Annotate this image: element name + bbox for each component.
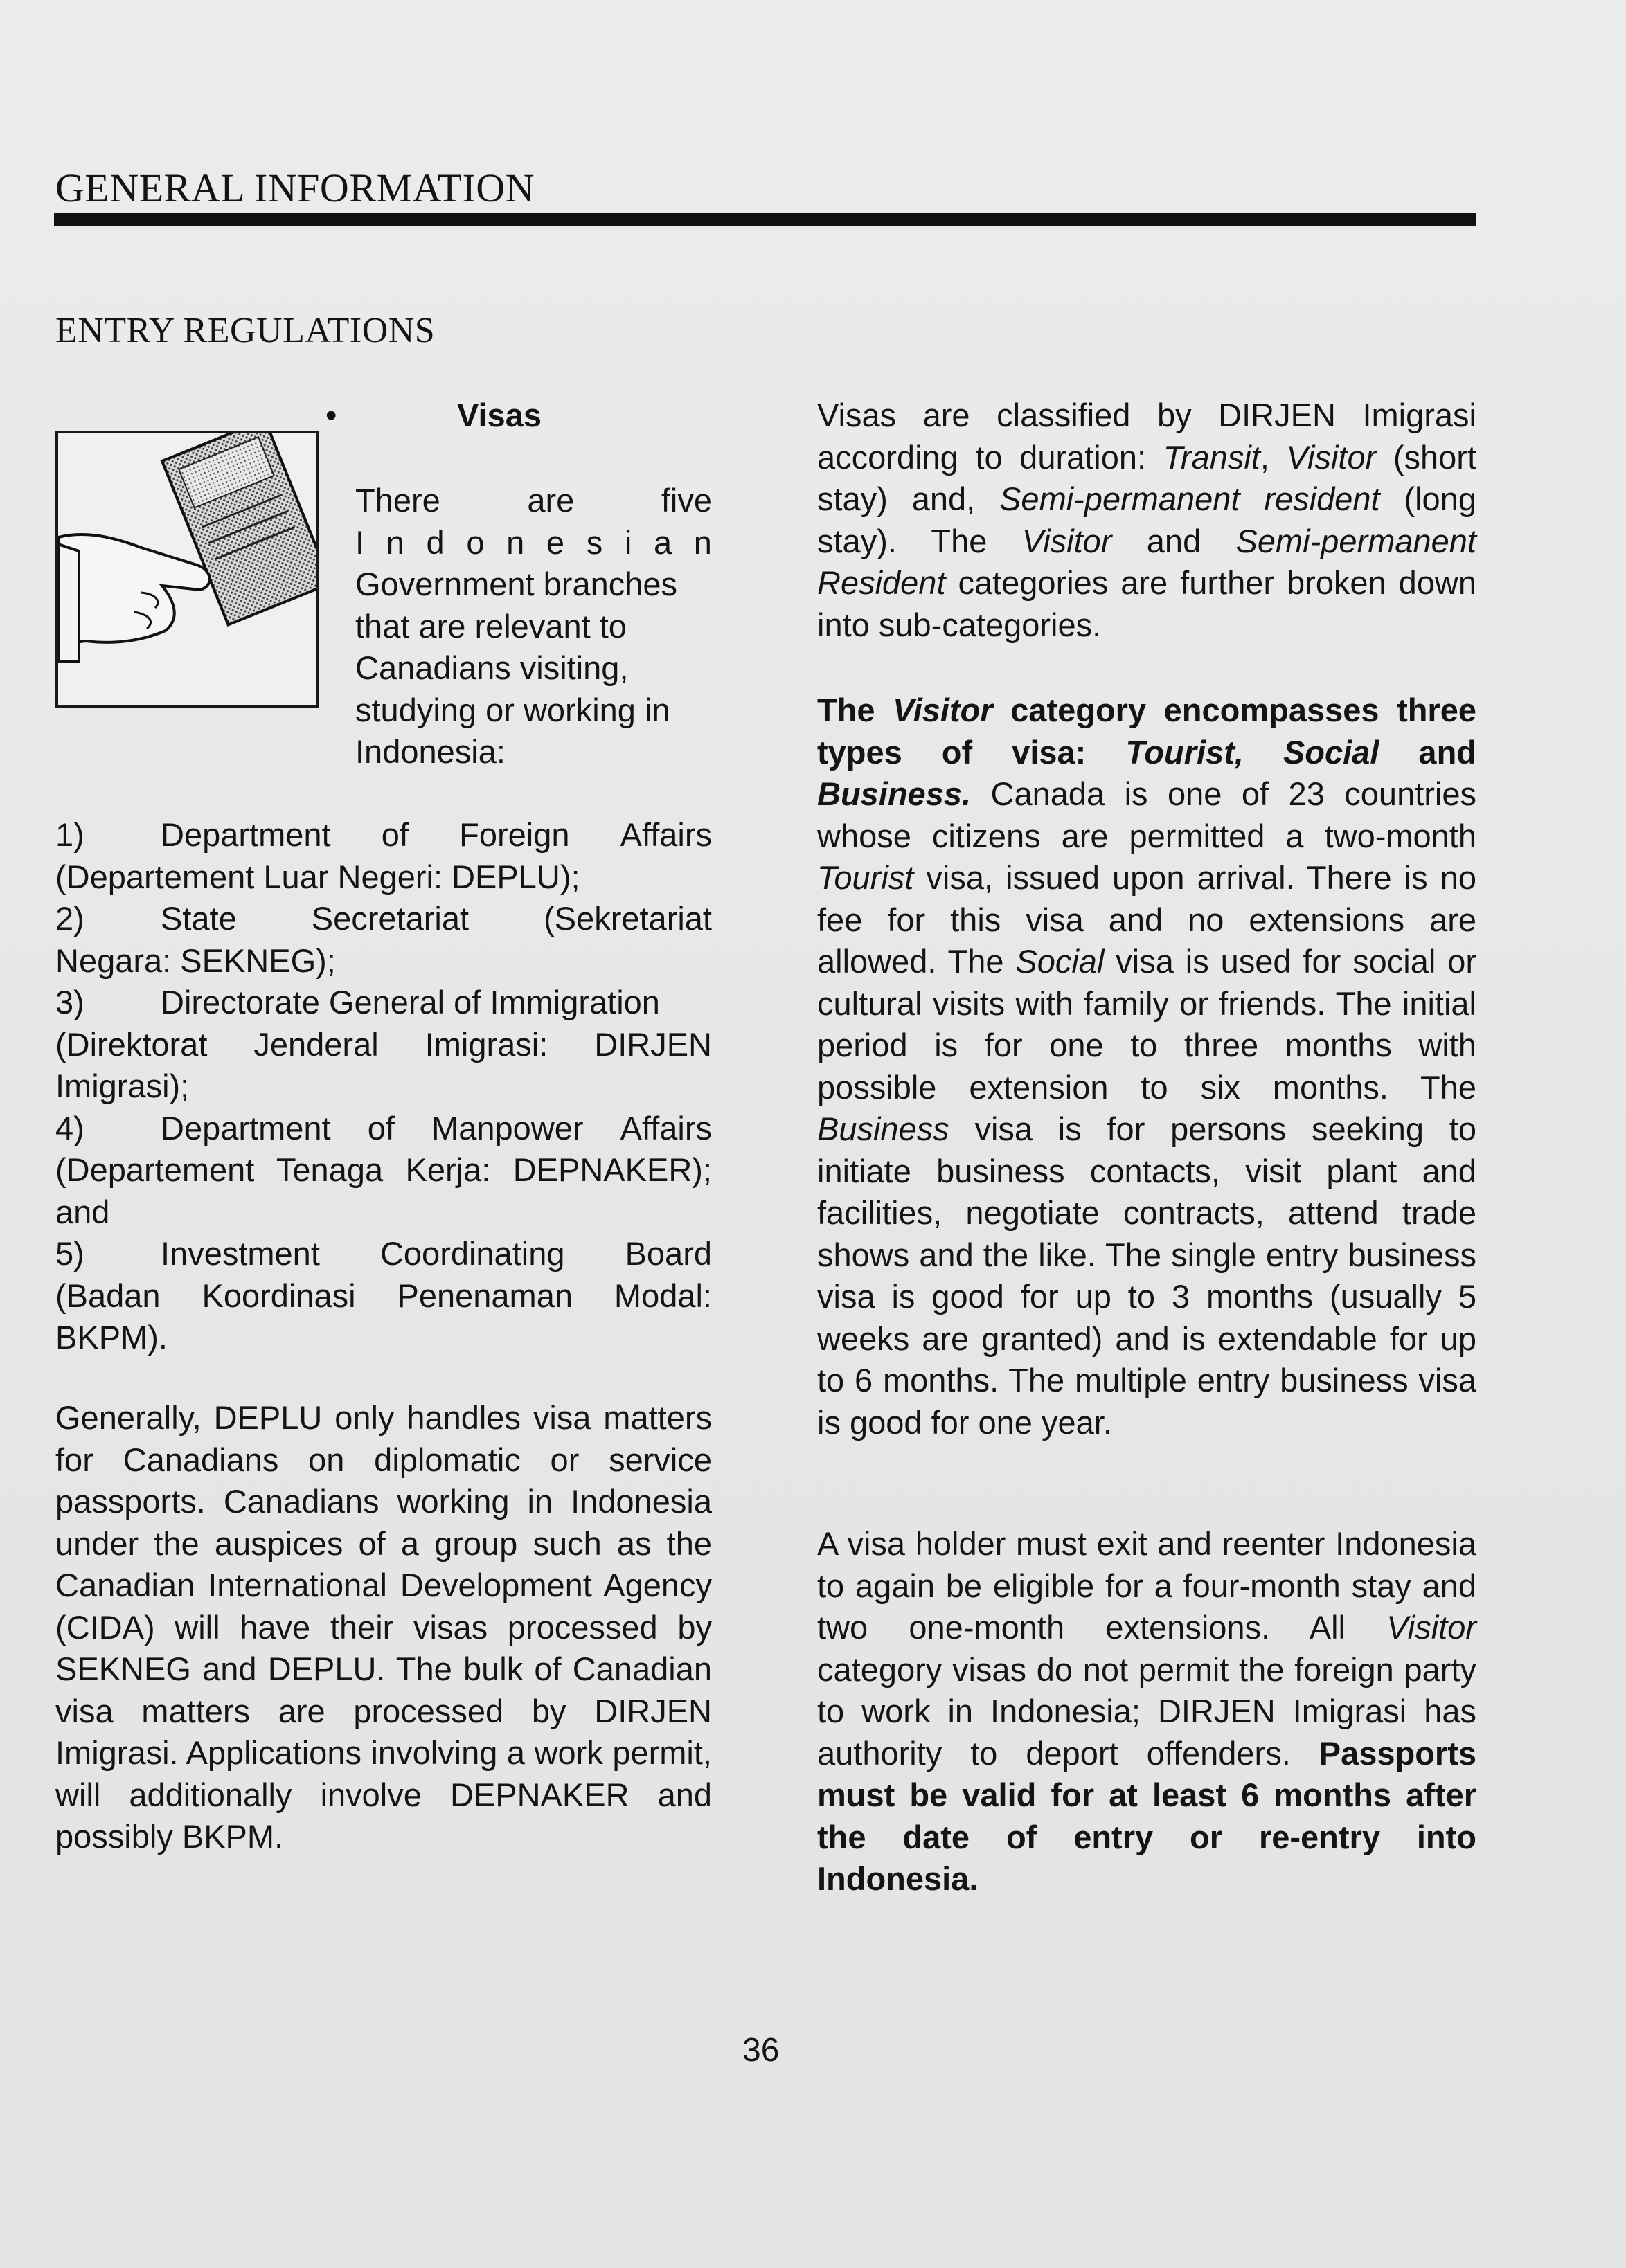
list-item-word: Directorate General of Immigration xyxy=(161,984,660,1020)
intro-line xyxy=(355,564,712,606)
text-run: Canada is one of 23 countries whose citizens are permitted a two-month xyxy=(817,775,1476,854)
list-item-first-line xyxy=(55,814,712,856)
list-item-number: 1) xyxy=(55,816,84,853)
intro-word: Canadians visiting, xyxy=(355,649,629,686)
intro-line xyxy=(355,647,712,690)
list-item-lead xyxy=(161,814,712,856)
list-item-word: Department xyxy=(161,1109,331,1146)
intro-word: I xyxy=(355,523,365,561)
intro-word: Government branches xyxy=(355,566,678,602)
text-run: visa is for persons seeking to initiate business contacts, visit plant and facilities, negotiate contracts, attend trade shows and the like. The single entry business visa is good for up to 3 months (usually 5 weeks are granted) and is extendable for up to 6 months. The multiple entry business visa is good for one year. xyxy=(817,1110,1476,1441)
list-item-number: 2) xyxy=(55,900,84,937)
intro-word: n xyxy=(693,523,712,561)
header-rule xyxy=(54,213,1476,226)
text-run: Visas are classified by DIRJEN Imigrasi according to duration: xyxy=(817,397,1476,476)
list-item-word: Investment xyxy=(161,1235,320,1272)
text-run: Visitor xyxy=(893,692,993,728)
text-run: (short stay) and, xyxy=(817,438,1477,517)
intro-line xyxy=(355,480,712,522)
intro-line xyxy=(355,522,712,564)
intro-word: Indonesia: xyxy=(355,733,506,770)
list-item-lead xyxy=(161,1233,712,1275)
page-header-title: GENERAL INFORMATION xyxy=(55,165,535,210)
list-item-word: Coordinating xyxy=(379,1235,565,1272)
visa-holder-paragraph xyxy=(817,1523,1476,1900)
list-item-detail: (Departement Luar Negeri: DEPLU); xyxy=(55,858,580,895)
list-item-word: Secretariat xyxy=(311,900,470,937)
section-title: ENTRY REGULATIONS xyxy=(55,311,436,350)
list-item-first-line xyxy=(55,1108,712,1150)
list-item xyxy=(55,1108,712,1234)
text-run: Visitor xyxy=(1386,1609,1476,1646)
list-item-first-line xyxy=(55,898,712,940)
visitor-category-paragraph xyxy=(817,690,1476,1443)
list-item-word: Foreign xyxy=(459,816,570,853)
text-run: Tourist, Social xyxy=(1125,733,1379,771)
intro-word: studying or working in xyxy=(355,691,670,728)
text-run: category visas do not permit the foreign party to work in Indonesia; DIRJEN Imigrasi has authority to deport offenders. xyxy=(817,1650,1476,1772)
intro-word: e xyxy=(546,523,565,561)
list-item xyxy=(55,982,712,1108)
list-item-detail: (Departement Tenaga Kerja: DEPNAKER); and xyxy=(55,1151,712,1230)
list-item-word: State xyxy=(161,900,237,937)
list-item-number: 5) xyxy=(55,1235,84,1272)
text-run: , xyxy=(1260,438,1287,476)
intro-word: o xyxy=(466,523,485,561)
text-run: category encompasses three types of visa: xyxy=(817,692,1476,771)
text-run: Passports must be valid for at least 6 months after the date of entry or re-entry into Indonesia. xyxy=(817,1734,1476,1897)
text-run: Visitor xyxy=(1021,522,1112,559)
intro-word: that are relevant to xyxy=(355,607,627,645)
list-item-detail: (Direktorat Jenderal Imigrasi: DIRJEN Imigrasi); xyxy=(55,1025,712,1104)
page-number: 36 xyxy=(742,2032,780,2069)
text-run: (long stay). The xyxy=(817,480,1476,559)
text-run: and xyxy=(1111,522,1236,559)
deplu-paragraph: Generally, DEPLU only handles visa matters for Canadians on diplomatic or service passports. Canadians working in Indonesia under the auspices of a group such as the Canadian International Development Agency (CIDA) will have their visas processed by SEKNEG and DEPLU. The bulk of Canadian visa matters are processed by DIRJEN Imigrasi. Applications involving a work permit, will additionally involve DEPNAKER and possibly BKPM. xyxy=(55,1399,712,1855)
intro-line xyxy=(355,731,712,773)
intro-word: d xyxy=(426,523,445,561)
intro-word: s xyxy=(586,523,603,561)
list-item-word: Manpower xyxy=(431,1109,584,1146)
intro-word: There xyxy=(355,482,440,519)
text-run: Tourist xyxy=(817,859,914,896)
list-item-number: 4) xyxy=(55,1109,84,1146)
text-run: Semi-permanent Resident xyxy=(817,522,1476,601)
intro-word: five xyxy=(661,482,712,519)
list-item-word: of xyxy=(367,1109,395,1146)
text-run: categories are further broken down into sub-categories. xyxy=(817,564,1476,643)
intro-line xyxy=(355,690,712,732)
text-run: visa, issued upon arrival. There is no fee for this visa and no extensions are allowed. The xyxy=(817,859,1476,980)
list-item-word: (Sekretariat xyxy=(544,900,712,937)
list-item-word: of xyxy=(381,816,409,853)
list-item-first-line xyxy=(55,1233,712,1275)
hand-holding-passport-icon xyxy=(55,431,319,708)
bullet-label: Visas xyxy=(457,397,542,433)
visa-classification-paragraph xyxy=(817,395,1476,646)
list-item-detail: Negara: SEKNEG); xyxy=(55,942,336,979)
intro-word: i xyxy=(624,523,632,561)
intro-word: a xyxy=(653,523,672,561)
bullet-icon: • xyxy=(325,397,337,433)
text-run: The xyxy=(817,692,893,728)
list-item xyxy=(55,1233,712,1359)
text-run: and xyxy=(1379,733,1476,771)
list-item xyxy=(55,814,712,898)
list-item-word: Department xyxy=(161,816,331,853)
list-item-number: 3) xyxy=(55,984,84,1020)
intro-paragraph xyxy=(355,480,712,773)
intro-word: n xyxy=(386,523,404,561)
list-item-first-line xyxy=(55,982,712,1024)
list-item xyxy=(55,898,712,982)
list-item-word: Board xyxy=(625,1235,712,1272)
list-item-lead xyxy=(161,1108,712,1150)
intro-word: are xyxy=(527,482,575,519)
text-run: Business xyxy=(817,1110,949,1147)
list-item-word: Affairs xyxy=(620,1109,712,1146)
intro-word: n xyxy=(506,523,525,561)
list-item-word: Affairs xyxy=(620,816,712,853)
list-item-detail: (Badan Koordinasi Penenaman Modal: BKPM). xyxy=(55,1277,712,1356)
text-run: visa is used for social or cultural visits with family or friends. The initial period is for one to three months with possible extension to six months. The xyxy=(817,943,1476,1106)
branch-list xyxy=(55,814,712,1359)
list-item-lead xyxy=(161,982,712,1024)
list-item-lead xyxy=(161,898,712,940)
text-run: Semi-permanent resident xyxy=(999,480,1380,517)
text-run: A visa holder must exit and reenter Indonesia to again be eligible for a four-month stay and two one-month extensions. All xyxy=(817,1525,1476,1646)
intro-line xyxy=(355,606,712,648)
text-run: Business. xyxy=(817,775,972,812)
text-run: Social xyxy=(1015,943,1105,980)
text-run: Transit xyxy=(1163,438,1260,476)
text-run: Visitor xyxy=(1286,438,1377,476)
